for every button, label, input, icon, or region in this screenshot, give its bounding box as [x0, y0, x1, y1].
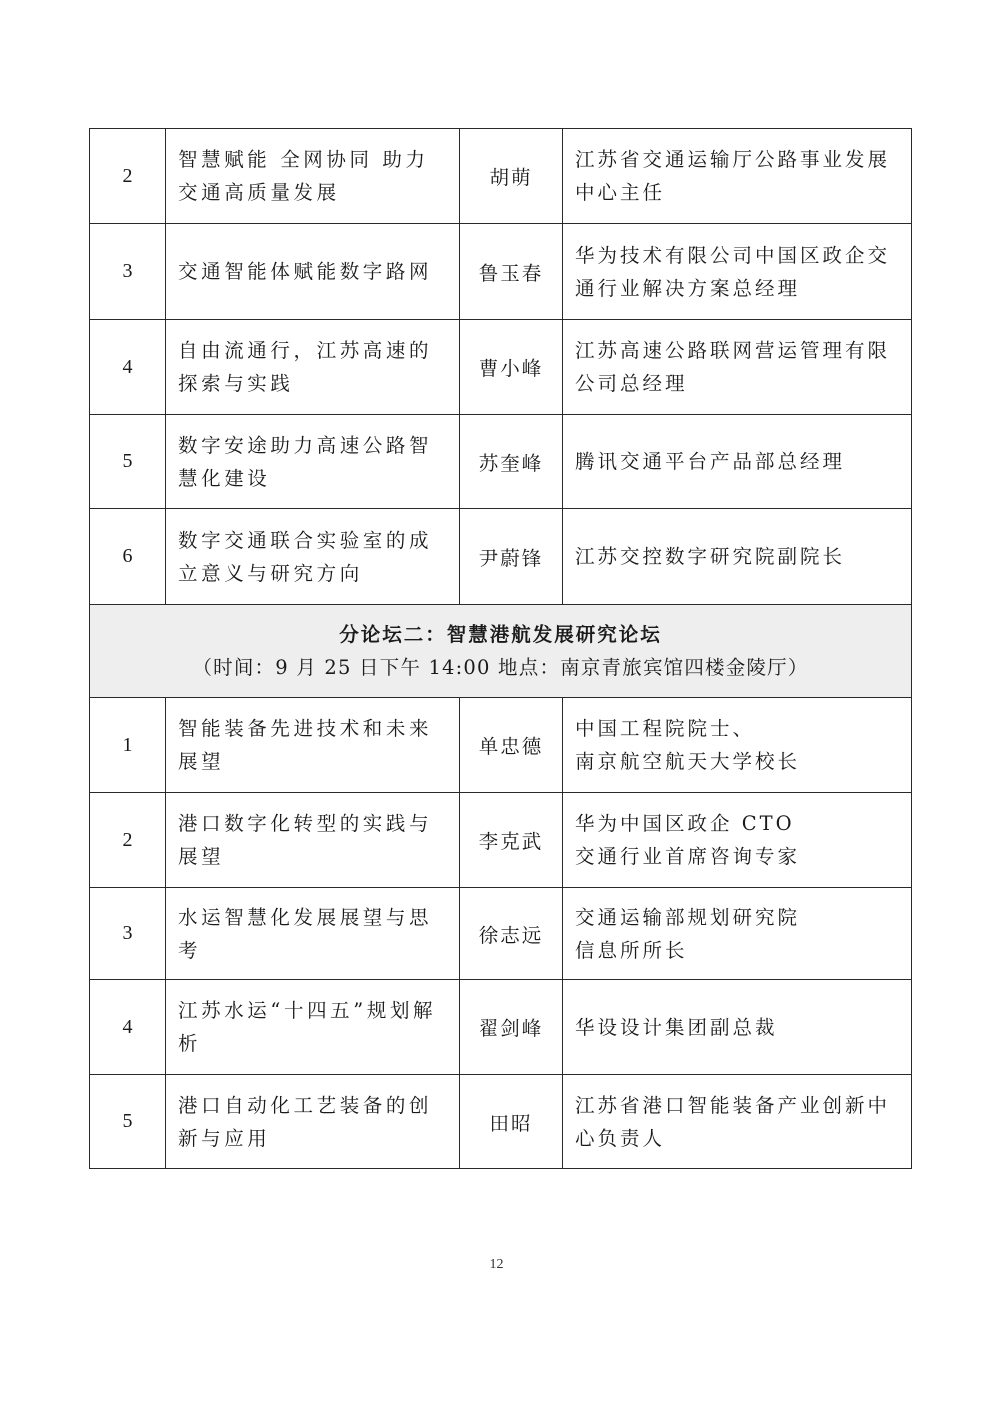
organization-cell: 江苏高速公路联网营运管理有限公司总经理 [563, 320, 912, 415]
row-number: 5 [90, 415, 166, 509]
speaker-cell: 翟剑峰 [460, 980, 563, 1075]
speaker-cell: 单忠德 [460, 698, 563, 793]
table-row [90, 793, 912, 888]
organization-cell [563, 888, 912, 980]
organization-line: 华为中国区政企 CTO [575, 812, 795, 835]
topic-cell: 智能装备先进技术和未来展望 [166, 698, 460, 793]
organization-line: 交通行业首席咨询专家 [575, 845, 801, 868]
table-row [90, 1075, 912, 1169]
organization-cell: 腾讯交通平台产品部总经理 [563, 415, 912, 509]
section-title: 分论坛二：智慧港航发展研究论坛 [339, 623, 662, 646]
speaker-cell: 尹蔚锋 [460, 509, 563, 605]
organization-line: 南京航空航天大学校长 [575, 750, 801, 773]
organization-cell [563, 698, 912, 793]
row-number: 3 [90, 224, 166, 320]
page-number: 12 [489, 1257, 504, 1272]
row-number: 4 [90, 320, 166, 415]
organization-cell [563, 1075, 912, 1169]
speaker-cell: 胡萌 [460, 129, 563, 224]
speaker-cell: 曹小峰 [460, 320, 563, 415]
row-number: 2 [90, 793, 166, 888]
organization-cell [563, 980, 912, 1075]
organization-line: 中国工程院院士、 [575, 717, 756, 740]
organization-cell: 江苏交控数字研究院副院长 [563, 509, 912, 605]
topic-cell: 港口自动化工艺装备的创新与应用 [166, 1075, 460, 1169]
agenda-table [89, 128, 912, 1169]
table-row [90, 129, 912, 224]
table-row [90, 224, 912, 320]
organization-line: 华设设计集团副总裁 [575, 1015, 778, 1039]
organization-line: 交通运输部规划研究院 [575, 905, 801, 929]
topic-cell: 水运智慧化发展展望与思考 [166, 888, 460, 980]
table-row [90, 415, 912, 509]
topic-cell: 数字交通联合实验室的成立意义与研究方向 [166, 509, 460, 605]
topic-cell: 港口数字化转型的实践与展望 [166, 793, 460, 888]
topic-cell: 交通智能体赋能数字路网 [166, 224, 460, 320]
topic-cell: 数字安途助力高速公路智慧化建设 [166, 415, 460, 509]
section-subtitle: （时间：9 月 25 日下午 14:00 地点：南京青旅宾馆四楼金陵厅） [192, 656, 809, 679]
row-number: 2 [90, 129, 166, 224]
row-number: 6 [90, 509, 166, 605]
speaker-cell: 鲁玉春 [460, 224, 563, 320]
speaker-cell: 苏奎峰 [460, 415, 563, 509]
organization-cell [563, 793, 912, 888]
table-row [90, 980, 912, 1075]
table-row [90, 320, 912, 415]
row-number: 3 [90, 888, 166, 980]
topic-cell: 智慧赋能 全网协同 助力交通高质量发展 [166, 129, 460, 224]
table-row [90, 698, 912, 793]
row-number: 5 [90, 1075, 166, 1169]
organization-cell: 华为技术有限公司中国区政企交通行业解决方案总经理 [563, 224, 912, 320]
speaker-cell: 田昭 [460, 1075, 563, 1169]
organization-line: 信息所所长 [575, 938, 688, 962]
row-number: 4 [90, 980, 166, 1075]
organization-cell: 江苏省交通运输厅公路事业发展中心主任 [563, 129, 912, 224]
speaker-cell: 李克武 [460, 793, 563, 888]
section-header-row [90, 605, 912, 698]
row-number: 1 [90, 698, 166, 793]
topic-cell: 江苏水运“十四五”规划解析 [166, 980, 460, 1075]
topic-cell: 自由流通行，江苏高速的探索与实践 [166, 320, 460, 415]
table-row [90, 509, 912, 605]
table-row [90, 888, 912, 980]
speaker-cell: 徐志远 [460, 888, 563, 980]
organization-line: 江苏省港口智能装备产业创新中心负责人 [575, 1093, 891, 1150]
section-header [90, 605, 912, 698]
